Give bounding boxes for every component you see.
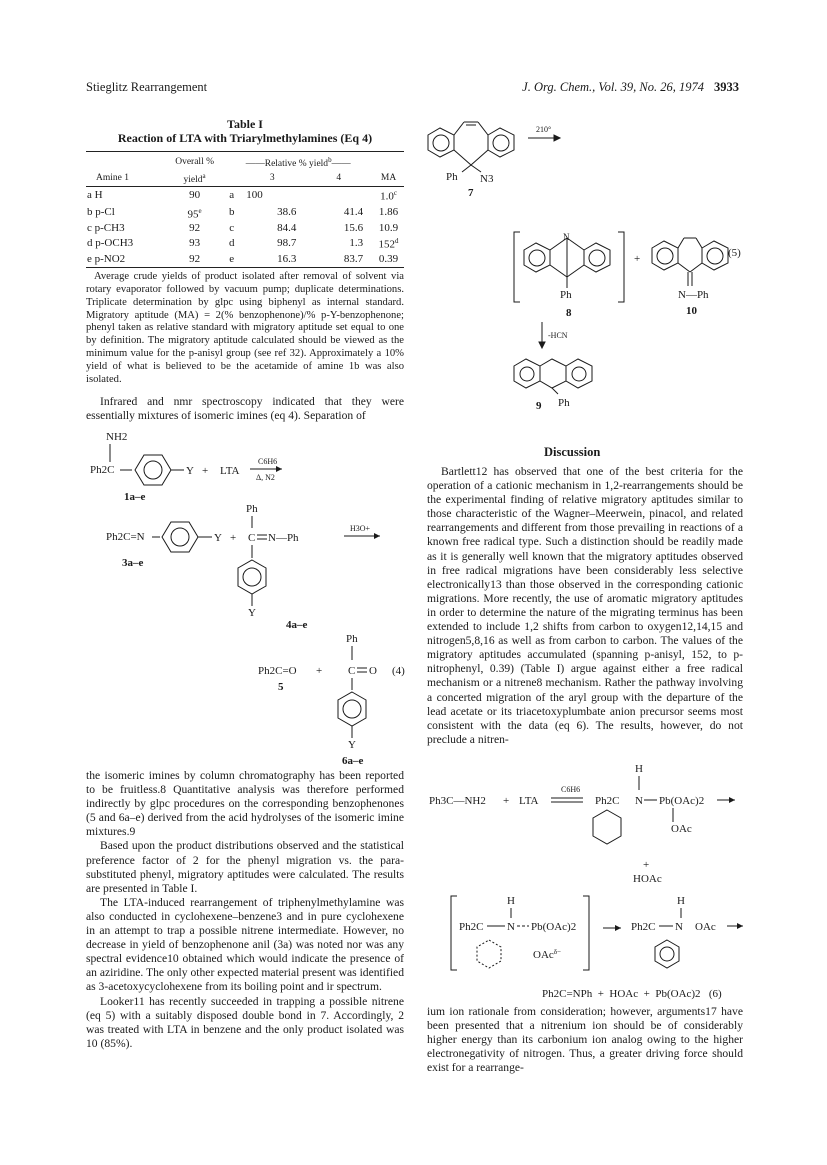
right-column-body-2 — [427, 1005, 743, 1075]
benzene-ring-icon — [135, 455, 171, 485]
plus-sign: + — [634, 253, 641, 265]
cell-yield: 90 — [189, 189, 201, 202]
paragraph: The LTA-induced rearrangement of triphenylmethylamine was also conducted in cyclohexene–benzene3 and in pure cyclohexene in an attempt to trap a possible nitrene intermediate. However, no decrease in yield of benzophenone anil (3a) was noted nor was any spectral evidence10 obtained which would indicate the presence of an aziridine. The only other expected material present was identified as 3-acetoxycyclohexene from its boiling point and ir spectrum. — [86, 895, 404, 994]
hcn-label: -HCN — [548, 331, 568, 340]
left-paragraph-1 — [86, 395, 404, 423]
col-4-head: 4 — [336, 173, 342, 184]
ph2c-label: Ph2C — [595, 795, 620, 807]
cell-r4: 1.3 — [349, 237, 364, 250]
eq6-products — [542, 988, 722, 1000]
imine-10-icon — [652, 238, 728, 286]
compound-label-6: 6a–e — [342, 755, 364, 767]
scheme-eq5 — [418, 110, 748, 410]
ph-label: Ph — [246, 503, 258, 515]
cell-letter: c — [229, 221, 235, 234]
paragraph: Bartlett12 has observed that one of the best criteria for the operation of a cationic mechanism in 1,2-rearrangements should be the experimental finding of relative migratory aptitudes similar to those characteristic of the Wagner–Meerwein, pinacol, and related rearrangements and different from those prevailing in reactions of a known free radical type. Such a distinction should be readily made as it is generally well known that the migratory aptitudes observed in free radical migrations have been considerably less selective electronically13 than those observed in the corresponding cationic migrations. More recently, the use of aromatic migratory aptitudes in order to determine the nature of the migrating terminus has been extended to include 1,2 shifts from carbon to oxygen12,14,15 and nitrogen5,8,16 as well as from carbon to carbon. The values of the migratory aptitudes accumulated (spanning p-anisyl, 152, to p-nitrophenyl, 0.39) (Table I) argue against either a free radical mechanism or a nitrene8 mechanism. Rather the pathway involving a concerted migration of the aryl group with the departure of the lead acetate or its triacetoxyplumbate anion precursor seems most consistent with the data (eq 6). The results, however, do not preclude a nitren- — [427, 465, 743, 746]
journal-citation: J. Org. Chem., Vol. 39, No. 26, 1974 — [522, 80, 704, 94]
equation-number-5: (5) — [728, 247, 741, 259]
paragraph: ium ion rationale from consideration; however, arguments17 have been presented that a nitrenium ion should be of considerably higher energy than its carbonium ion analog owing to the higher electronegativity of nitrogen. Thus, a greater driving force should exist for a rearrange- — [427, 1005, 743, 1075]
paragraph: Looker11 has recently succeeded in trapping a possible nitrene (eq 5) with a suitably disposed double bond in 7. Accordingly, 2 was treated with LTA in benzene and the only product isolated was 10 (85%). — [86, 994, 404, 1050]
cond-bottom: Δ, N2 — [256, 473, 275, 482]
table-row — [86, 187, 404, 205]
col-yield-head: yield$^a$ — [183, 172, 206, 186]
y-label: Y — [248, 607, 256, 619]
cell-r4 — [304, 187, 373, 205]
benzene-ring-icon — [162, 522, 198, 552]
col-relative-head: ——Relative % yield$^b$—— — [245, 156, 351, 170]
cell-ma: 1.86 — [378, 206, 399, 219]
col-overall-head: Overall % — [175, 157, 214, 168]
y-label: Y — [348, 739, 356, 751]
right-column-body — [427, 465, 743, 747]
compound-label-10: 10 — [686, 305, 697, 317]
footnote-text: Average crude yields of product isolated after removal of solvent via rotary evaporator followed by vacuum pump; duplicate determinations. Triplicate determination by glpc using biphenyl as internal standard. Migratory aptitude (MA) = 2(% benzophenone)/% p-Y-benzophenone; phenyl taken as relative standard with migratory aptitude set equal to one by definition. The migratory aptitude calculated should be viewed as the minimum value for the p-anisyl group (see ref 32). Approximately a 10% yield of what is believed to be the acetamide of amine 1b was also isolated. — [86, 271, 404, 385]
compound-label-5: 5 — [278, 681, 284, 693]
n-ph-label: N—Ph — [678, 289, 709, 301]
results-table — [86, 151, 404, 268]
oac-minus-label: OAc$^{\delta-}$ — [533, 948, 562, 961]
equation-number-4: (4) — [392, 665, 405, 677]
col-ma-head: MA — [380, 173, 397, 184]
left-column-body — [86, 769, 404, 1051]
table-row — [86, 253, 404, 268]
solvent-label: C6H6 — [561, 785, 581, 794]
phenonium-ring-icon — [655, 940, 679, 968]
table-row — [86, 205, 404, 222]
compound-label-8: 8 — [566, 307, 572, 319]
plus-sign: + — [202, 465, 209, 477]
n-label: N — [635, 795, 643, 807]
y-label: Y — [186, 465, 194, 477]
running-header-right — [522, 80, 739, 95]
cell-ma: 0.39 — [378, 253, 399, 266]
cell-r4: 41.4 — [343, 206, 364, 219]
benzene-ring-icon — [593, 810, 621, 844]
cell-amine: c p-CH3 — [87, 221, 125, 234]
ph-label: Ph — [558, 397, 570, 409]
table-1 — [86, 117, 404, 386]
cell-ma: 10.9 — [378, 221, 399, 234]
cell-letter: a — [229, 189, 235, 202]
ph2c-label: Ph2C — [459, 921, 484, 933]
cell-letter: d — [228, 237, 235, 250]
table-row — [86, 235, 404, 252]
cell-ma: 1.0$^c$ — [380, 189, 397, 203]
cell-yield: 93 — [189, 237, 201, 250]
ph-label: Ph — [560, 289, 572, 301]
cond-top: C6H6 — [258, 457, 278, 466]
cell-yield: 95e — [187, 206, 202, 221]
temperature-label: 210° — [536, 125, 552, 134]
compound-label-1: 1a–e — [124, 491, 146, 503]
page-number: 3933 — [714, 80, 739, 94]
c-label: C — [248, 532, 256, 544]
product-label: Ph2C=NPh + HOAc + Pb(OAc)2 — [542, 988, 701, 1000]
scheme-eq6 — [427, 760, 747, 985]
table-footnotes — [86, 271, 404, 386]
cell-r3: 16.3 — [277, 253, 297, 266]
cell-r4: 83.7 — [343, 253, 364, 266]
o-label: O — [369, 665, 377, 677]
cell-yield: 92 — [189, 253, 201, 266]
cell-r3: 84.4 — [277, 221, 297, 234]
cell-r3: 98.7 — [277, 237, 297, 250]
benzene-ring-icon — [238, 560, 266, 594]
table-row — [86, 222, 404, 236]
cell-r3: 38.6 — [277, 206, 297, 219]
col-amine-head: Amine 1 — [96, 172, 129, 183]
cell-amine: b p-Cl — [87, 206, 115, 219]
pb-oac-label: Pb(OAc)2 — [531, 921, 577, 933]
c-label: C — [348, 665, 356, 677]
amine-label: Ph3C—NH2 — [429, 795, 486, 807]
section-heading: Discussion — [544, 445, 601, 459]
paragraph: Infrared and nmr spectroscopy indicated that they were essentially mixtures of isomeric imines (eq 4). Separation of — [86, 395, 404, 423]
phenonium-ring-icon — [477, 940, 501, 968]
cell-amine: e p-NO2 — [87, 252, 126, 265]
n3-label: N3 — [480, 173, 494, 185]
col-3-head: 3 — [269, 173, 275, 184]
aziridine-intermediate-icon — [524, 238, 610, 288]
cell-yield: 92 — [189, 221, 201, 234]
n-ph-label: N—Ph — [268, 532, 299, 544]
plus-sign: + — [503, 795, 510, 807]
cell-r3: 100 — [246, 189, 263, 202]
plus-sign: + — [316, 665, 323, 677]
cell-r4: 15.6 — [343, 221, 364, 234]
h-label: H — [635, 763, 643, 775]
nh2-label: NH2 — [106, 431, 128, 443]
running-header-left: Stieglitz Rearrangement — [86, 80, 208, 94]
ketone-5-label: Ph2C=O — [258, 665, 297, 677]
paragraph: Based upon the product distributions observed and the statistical preference factor of 2 for the phenyl migration vs. the para-substituted phenyl, migratory aptitudes were calculated. The results are presented in Table I. — [86, 839, 404, 895]
equation-number-6: (6) — [708, 988, 722, 1000]
y-label: Y — [214, 532, 222, 544]
cell-amine: d p-OCH3 — [87, 237, 134, 250]
plus-sign: + — [230, 532, 237, 544]
n-label: N — [675, 921, 683, 933]
n-label: N — [563, 232, 570, 242]
table-title: Table I — [227, 117, 263, 131]
h-label: H — [677, 895, 685, 907]
compound-label-4: 4a–e — [286, 619, 308, 631]
h-label: H — [507, 895, 515, 907]
hoac-label: HOAc — [633, 873, 662, 885]
n-label: N — [507, 921, 515, 933]
compound-label-3: 3a–e — [122, 557, 144, 569]
lta-label: LTA — [519, 795, 539, 807]
ph-label: Ph — [446, 171, 458, 183]
oac-label: OAc — [671, 823, 692, 835]
plus-sign: + — [643, 859, 650, 871]
lta-label: LTA — [220, 465, 240, 477]
compound-label-7: 7 — [468, 187, 474, 199]
table-caption: Reaction of LTA with Triarylmethylamines (Eq 4) — [117, 131, 373, 145]
compound-label-9: 9 — [536, 400, 542, 410]
h3o-label: H3O+ — [350, 524, 371, 533]
ph2c-label: Ph2C — [631, 921, 656, 933]
pb-oac-label: Pb(OAc)2 — [659, 795, 705, 807]
benzene-ring-icon — [338, 692, 366, 726]
imine-3-label: Ph2C=N — [106, 531, 145, 543]
anthracene-icon — [514, 359, 592, 394]
ph-label: Ph — [346, 633, 358, 645]
dibenzosuberene-icon — [428, 122, 514, 172]
cell-letter: b — [228, 206, 235, 219]
ph2c-label: Ph2C — [90, 464, 115, 476]
oac-label: OAc — [695, 921, 716, 933]
cell-amine: a H — [87, 189, 103, 202]
paragraph: the isomeric imines by column chromatography has been reported to be fruitless.8 Quantitative analysis was therefore performed indirectly by glpc procedures on the corresponding benzophenones (5 and 6a–e) derived from the acid hydrolyses of the isomeric imine mixtures.9 — [86, 769, 404, 839]
cell-letter: e — [229, 253, 235, 266]
cell-ma: 152$^d$ — [378, 237, 399, 252]
